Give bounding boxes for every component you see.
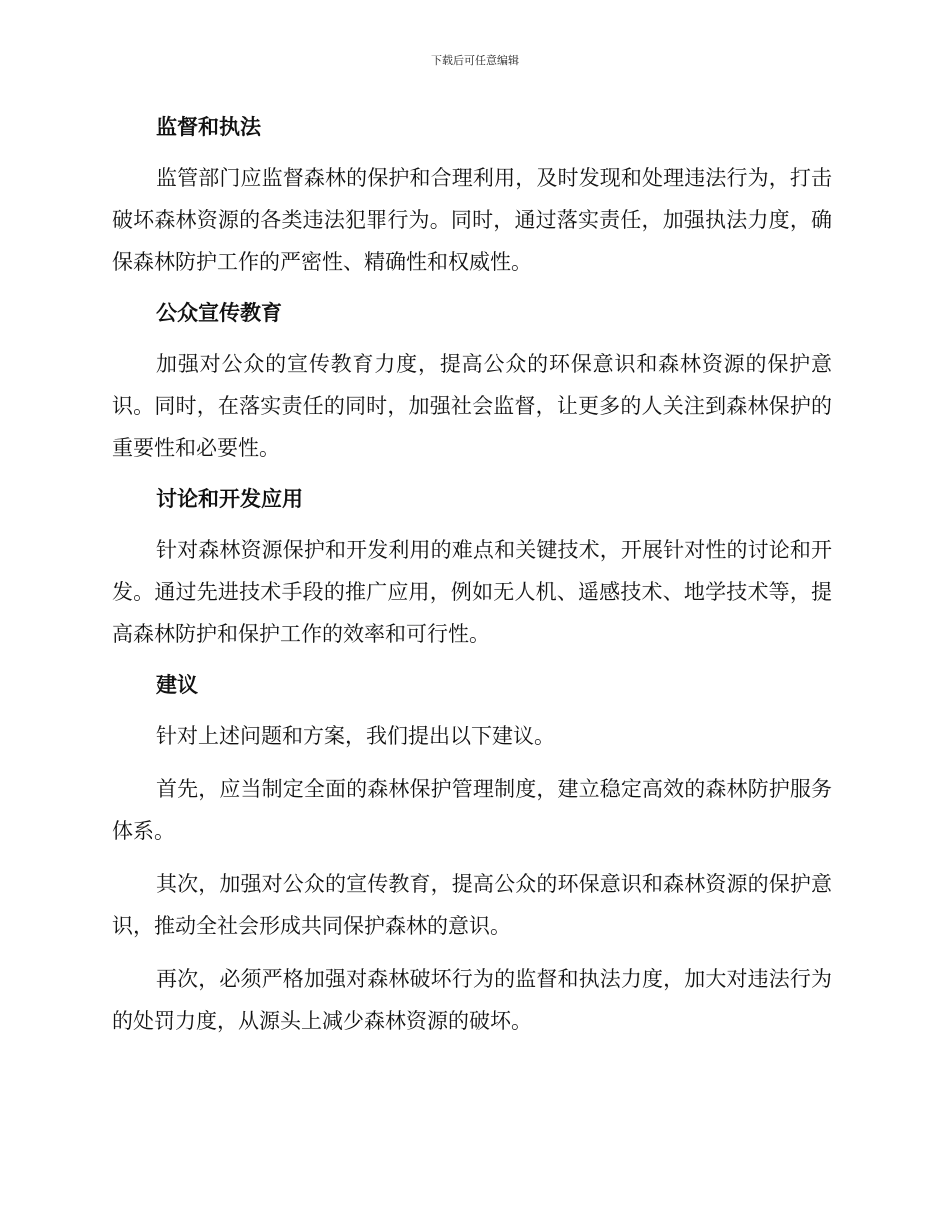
section-paragraph: 其次，加强对公众的宣传教育，提高公众的环保意识和森林资源的保护意识，推动全社会形成共同保护森林的意识。: [112, 872, 832, 938]
section-paragraph: 再次，必须严格加强对森林破坏行为的监督和执法力度，加大对违法行为的处罚力度，从源头上减少森林资源的破坏。: [112, 967, 832, 1033]
section-paragraph: 监管部门应监督森林的保护和合理利用，及时发现和处理违法行为，打击破坏森林资源的各类违法犯罪行为。同时，通过落实责任，加强执法力度，确保森林防护工作的严密性、精确性和权威性。: [112, 166, 832, 274]
section-heading-discussion-development: 讨论和开发应用: [156, 486, 303, 511]
document-body: [112, 108, 832, 1042]
section-heading-public-education: 公众宣传教育: [156, 300, 282, 325]
section-paragraph: 首先，应当制定全面的森林保护管理制度，建立稳定高效的森林防护服务体系。: [112, 777, 832, 843]
section-heading-supervision: 监督和执法: [156, 114, 261, 139]
section-heading-suggestions: 建议: [156, 672, 198, 697]
section-paragraph: 针对上述问题和方案，我们提出以下建议。: [156, 724, 555, 748]
page-header: 下载后可任意编辑: [431, 54, 519, 67]
section-paragraph: 加强对公众的宣传教育力度，提高公众的环保意识和森林资源的保护意识。同时，在落实责任的同时，加强社会监督，让更多的人关注到森林保护的重要性和必要性。: [112, 352, 832, 460]
section-paragraph: 针对森林资源保护和开发利用的难点和关键技术，开展针对性的讨论和开发。通过先进技术手段的推广应用，例如无人机、遥感技术、地学技术等，提高森林防护和保护工作的效率和可行性。: [112, 538, 832, 646]
